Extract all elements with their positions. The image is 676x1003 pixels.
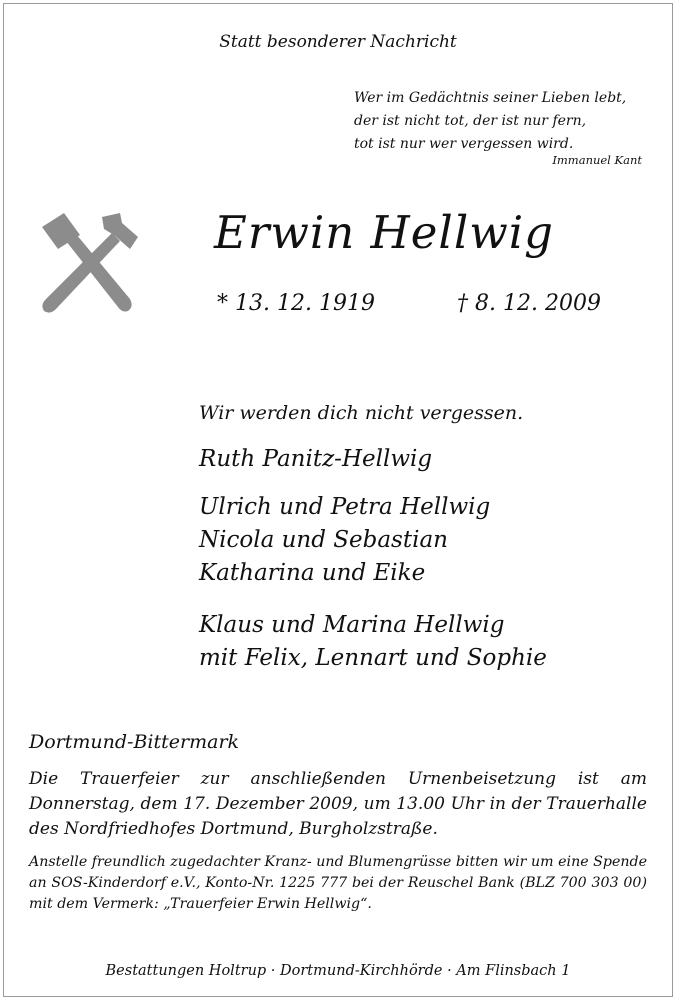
donation-text: Anstelle freundlich zugedachter Kranz- und Blumengrüsse bitten wir um eine Spende an SOS-Kinderdorf e.V., Konto-Nr. 1225 777 bei der Reuschel Bank (BLZ 700 303 00) mit dem Vermerk: „Trauerfeier Erwin Hellwig“. [29, 854, 647, 912]
quote-line: Wer im Gedächtnis seiner Lieben lebt, [354, 90, 627, 106]
quote-line: tot ist nur wer vergessen wird. [354, 136, 574, 152]
family-line: Nicola und Sebastian [199, 527, 448, 553]
motto: Wir werden dich nicht vergessen. [199, 402, 524, 424]
quote-author: Immanuel Kant [552, 153, 642, 167]
family-line: Ruth Panitz-Hellwig [199, 446, 433, 472]
family-group [199, 491, 490, 590]
obituary-notice [3, 3, 673, 997]
quote-line: der ist nicht tot, der ist nur fern, [354, 113, 587, 129]
header-note: Statt besonderer Nachricht [219, 32, 457, 52]
family-group [199, 609, 547, 675]
family-line: Klaus und Marina Hellwig [199, 612, 505, 638]
family-line: Katharina und Eike [199, 560, 426, 586]
deceased-name: Erwin Hellwig [214, 206, 554, 259]
quote [354, 87, 654, 156]
ceremony-text: Die Trauerfeier zur anschließenden Urnenbeisetzung ist am Donnerstag, dem 17. Dezember 2009, um 13.00 Uhr in der Trauerhalle des Nordfriedhofes Dortmund, Burgholzstraße. [29, 769, 647, 839]
death-date: † 8. 12. 2009 [457, 291, 601, 316]
family-group [199, 443, 432, 476]
family-line: mit Felix, Lennart und Sophie [199, 645, 547, 671]
place: Dortmund-Bittermark [29, 731, 240, 753]
birth-date: * 13. 12. 1919 [217, 291, 375, 316]
footer: Bestattungen Holtrup · Dortmund-Kirchhörde · Am Flinsbach 1 [105, 963, 571, 979]
hammer-and-pick-icon [36, 209, 140, 317]
family-line: Ulrich und Petra Hellwig [199, 494, 491, 520]
